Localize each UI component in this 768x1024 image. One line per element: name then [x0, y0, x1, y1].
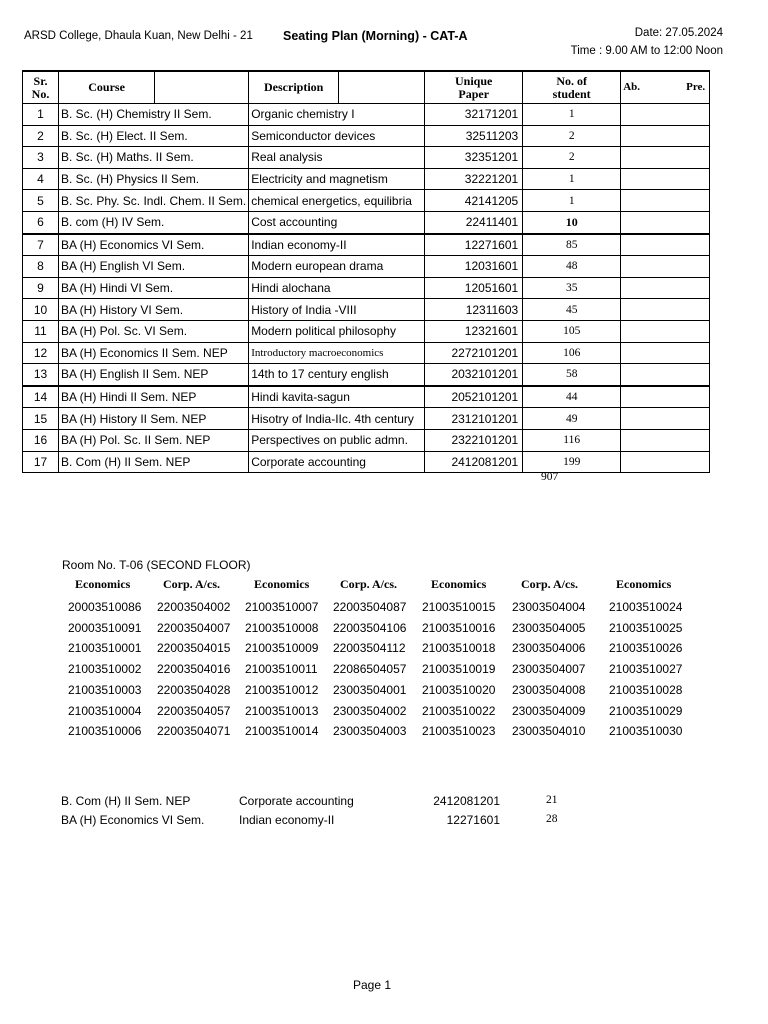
roll-number: 21003510013: [245, 703, 319, 718]
cell-ab-pre: [621, 234, 710, 256]
cell-students: 116: [523, 429, 621, 451]
cell-unique-paper: 32511203: [425, 125, 523, 147]
roll-number: 21003510011: [245, 662, 318, 677]
table-row: [23, 211, 710, 233]
cell-course: BA (H) History II Sem. NEP: [59, 408, 249, 430]
cell-description: Organic chemistry I: [249, 104, 425, 126]
cell-sr: 7: [23, 234, 59, 256]
cell-unique-paper: 2412081201: [425, 451, 523, 473]
summary-course: BA (H) Economics VI Sem.: [61, 813, 205, 827]
college-name: ARSD College, Dhaula Kuan, New Delhi - 21: [24, 30, 253, 42]
cell-description: Semiconductor devices: [249, 125, 425, 147]
exam-date: Date: 27.05.2024: [634, 27, 723, 39]
cell-description: Hindi kavita-sagun: [249, 386, 425, 408]
cell-students: 105: [523, 320, 621, 342]
cell-sr: 5: [23, 190, 59, 212]
cell-sr: 13: [23, 364, 59, 386]
summary-description: Indian economy-II: [239, 813, 335, 827]
roll-number: 21003510004: [68, 703, 142, 718]
cell-description: Perspectives on public admn.: [249, 429, 425, 451]
cell-sr: 17: [23, 451, 59, 473]
roll-number: 21003510018: [422, 641, 496, 656]
cell-course: BA (H) Pol. Sc. VI Sem.: [59, 320, 249, 342]
roll-number: 20003510091: [68, 620, 142, 635]
roll-column-header: Economics: [431, 577, 487, 591]
roll-number: 22003504087: [333, 600, 407, 614]
roll-number: 22086504057: [333, 662, 407, 677]
cell-unique-paper: 42141205: [425, 190, 523, 212]
cell-students: 1: [523, 104, 621, 126]
roll-number: 20003510086: [68, 600, 142, 614]
roll-number: 22003504028: [157, 682, 231, 697]
cell-ab-pre: [621, 364, 710, 386]
col-header-description: Description: [249, 71, 339, 104]
cell-ab-pre: [621, 256, 710, 278]
cell-students: 49: [523, 408, 621, 430]
cell-course: BA (H) Pol. Sc. II Sem. NEP: [59, 429, 249, 451]
cell-sr: 14: [23, 386, 59, 408]
cell-course: B. Sc. (H) Physics II Sem.: [59, 168, 249, 190]
table-row: [23, 256, 710, 278]
cell-description: Modern european drama: [249, 256, 425, 278]
cell-sr: 4: [23, 168, 59, 190]
roll-column-header: Corp. A/cs.: [340, 577, 397, 591]
roll-number: 23003504002: [333, 703, 407, 718]
roll-number: 21003510029: [609, 703, 683, 718]
cell-ab-pre: [621, 147, 710, 169]
cell-course: BA (H) English VI Sem.: [59, 256, 249, 278]
cell-students: 35: [523, 277, 621, 299]
cell-unique-paper: 2272101201: [425, 342, 523, 364]
table-row: [23, 429, 710, 451]
roll-number: 22003504057: [157, 703, 231, 718]
roll-column-header: Economics: [254, 577, 310, 591]
cell-students: 45: [523, 299, 621, 321]
roll-number: 23003504003: [333, 724, 407, 739]
roll-number: 23003504009: [512, 703, 586, 718]
page-title: Seating Plan (Morning) - CAT-A: [283, 29, 468, 43]
roll-number: 21003510008: [245, 620, 319, 635]
roll-column: [245, 597, 318, 742]
cell-ab-pre: [621, 190, 710, 212]
roll-number: 23003504010: [512, 724, 586, 739]
roll-number: 21003510024: [609, 600, 683, 614]
cell-sr: 10: [23, 299, 59, 321]
cell-sr: 1: [23, 104, 59, 126]
table-row: [23, 234, 710, 256]
table-row: [23, 451, 710, 473]
cell-students: 85: [523, 234, 621, 256]
cell-students: 1: [523, 168, 621, 190]
cell-description: Real analysis: [249, 147, 425, 169]
summary-description: Corporate accounting: [239, 794, 354, 808]
roll-number: 21003510022: [422, 703, 496, 718]
roll-number: 22003504106: [333, 620, 407, 635]
seating-plan-table: [22, 70, 710, 473]
cell-unique-paper: 32221201: [425, 168, 523, 190]
cell-ab-pre: [621, 168, 710, 190]
cell-sr: 2: [23, 125, 59, 147]
cell-sr: 8: [23, 256, 59, 278]
total-students: 907: [541, 471, 559, 483]
cell-course: B. Sc. (H) Elect. II Sem.: [59, 125, 249, 147]
cell-description: Electricity and magnetism: [249, 168, 425, 190]
cell-ab-pre: [621, 451, 710, 473]
cell-unique-paper: 2052101201: [425, 386, 523, 408]
roll-number: 22003504071: [157, 724, 231, 739]
roll-number: 22003504002: [157, 600, 231, 614]
cell-course: B. Sc. Phy. Sc. Indl. Chem. II Sem.: [59, 190, 249, 212]
roll-column: [333, 597, 406, 742]
cell-ab-pre: [621, 104, 710, 126]
cell-students: 199: [523, 451, 621, 473]
roll-column: [68, 597, 141, 742]
col-header-course-blank: [155, 71, 249, 104]
cell-ab-pre: [621, 429, 710, 451]
cell-unique-paper: 12311603: [425, 299, 523, 321]
page-number: Page 1: [353, 978, 392, 992]
cell-students: 44: [523, 386, 621, 408]
cell-course: BA (H) History VI Sem.: [59, 299, 249, 321]
cell-unique-paper: 12051601: [425, 277, 523, 299]
cell-students: 1: [523, 190, 621, 212]
cell-unique-paper: 12271601: [425, 234, 523, 256]
table-row: [23, 147, 710, 169]
cell-course: B. Sc. (H) Maths. II Sem.: [59, 147, 249, 169]
exam-time: Time : 9.00 AM to 12:00 Noon: [570, 45, 723, 57]
roll-number: 23003504005: [512, 620, 586, 635]
cell-ab-pre: [621, 211, 710, 233]
roll-number: 21003510019: [422, 662, 496, 677]
cell-unique-paper: 12321601: [425, 320, 523, 342]
roll-number: 22003504112: [333, 641, 406, 656]
roll-number: 22003504016: [157, 662, 231, 677]
table-row: [23, 125, 710, 147]
cell-unique-paper: 32351201: [425, 147, 523, 169]
roll-column-header: Economics: [75, 577, 131, 591]
roll-number: 21003510027: [609, 662, 683, 677]
summary-course: B. Com (H) II Sem. NEP: [61, 794, 191, 808]
cell-ab-pre: [621, 386, 710, 408]
cell-description: Introductory macroeconomics: [249, 342, 425, 364]
cell-course: B. Com (H) II Sem. NEP: [59, 451, 249, 473]
roll-number: 21003510025: [609, 620, 683, 635]
table-row: [23, 299, 710, 321]
cell-sr: 12: [23, 342, 59, 364]
roll-column-header: Corp. A/cs.: [521, 577, 578, 591]
roll-number: 22003504007: [157, 620, 231, 635]
table-row: [23, 277, 710, 299]
summary-count: 28: [546, 813, 558, 825]
cell-unique-paper: 22411401: [425, 211, 523, 233]
cell-students: 106: [523, 342, 621, 364]
cell-ab-pre: [621, 277, 710, 299]
table-row: [23, 364, 710, 386]
cell-students: 10: [523, 211, 621, 233]
cell-course: BA (H) Economics II Sem. NEP: [59, 342, 249, 364]
cell-description: Hindi alochana: [249, 277, 425, 299]
col-header-unique-paper: Unique Paper: [425, 71, 523, 104]
table-row: [23, 408, 710, 430]
roll-number: 23003504007: [512, 662, 586, 677]
roll-number: 21003510023: [422, 724, 496, 739]
cell-description: Hisotry of India-IIc. 4th century: [249, 408, 425, 430]
col-header-ab-pre: Ab. Pre.: [621, 71, 710, 104]
roll-column: [609, 597, 682, 742]
cell-students: 58: [523, 364, 621, 386]
cell-ab-pre: [621, 125, 710, 147]
roll-number: 21003510001: [68, 641, 142, 656]
cell-sr: 15: [23, 408, 59, 430]
cell-ab-pre: [621, 408, 710, 430]
table-row: [23, 190, 710, 212]
cell-unique-paper: 2322101201: [425, 429, 523, 451]
table-row: [23, 386, 710, 408]
cell-unique-paper: 12031601: [425, 256, 523, 278]
cell-ab-pre: [621, 320, 710, 342]
table-row: [23, 342, 710, 364]
cell-unique-paper: 32171201: [425, 104, 523, 126]
roll-number: 21003510026: [609, 641, 683, 656]
col-header-description-blank: [339, 71, 425, 104]
roll-number: 22003504015: [157, 641, 231, 656]
roll-number: 21003510002: [68, 662, 142, 677]
table-header-row: [23, 71, 710, 104]
summary-paper: 12271601: [446, 813, 500, 827]
cell-sr: 6: [23, 211, 59, 233]
col-header-course: Course: [59, 71, 155, 104]
cell-course: BA (H) English II Sem. NEP: [59, 364, 249, 386]
cell-course: BA (H) Economics VI Sem.: [59, 234, 249, 256]
cell-unique-paper: 2312101201: [425, 408, 523, 430]
roll-number: 21003510020: [422, 682, 496, 697]
roll-column: [512, 597, 585, 742]
roll-column: [422, 597, 495, 742]
cell-course: BA (H) Hindi II Sem. NEP: [59, 386, 249, 408]
cell-unique-paper: 2032101201: [425, 364, 523, 386]
roll-number: 23003504006: [512, 641, 586, 656]
col-header-students: No. of student: [523, 71, 621, 104]
roll-number: 21003510003: [68, 682, 142, 697]
cell-students: 2: [523, 147, 621, 169]
room-title: Room No. T-06 (SECOND FLOOR): [62, 558, 251, 572]
summary-count: 21: [546, 794, 558, 806]
roll-number: 23003504008: [512, 682, 586, 697]
table-row: [23, 320, 710, 342]
table-row: [23, 168, 710, 190]
cell-sr: 9: [23, 277, 59, 299]
cell-students: 48: [523, 256, 621, 278]
roll-number: 21003510009: [245, 641, 319, 656]
cell-students: 2: [523, 125, 621, 147]
roll-number: 21003510007: [245, 600, 319, 614]
roll-number: 23003504001: [333, 682, 407, 697]
roll-number: 21003510028: [609, 682, 683, 697]
summary-paper: 2412081201: [433, 794, 500, 808]
cell-description: Cost accounting: [249, 211, 425, 233]
roll-column-header: Corp. A/cs.: [163, 577, 220, 591]
cell-description: chemical energetics, equilibria: [249, 190, 425, 212]
cell-description: Indian economy-II: [249, 234, 425, 256]
cell-course: BA (H) Hindi VI Sem.: [59, 277, 249, 299]
cell-course: B. Sc. (H) Chemistry II Sem.: [59, 104, 249, 126]
roll-number: 21003510012: [245, 682, 319, 697]
cell-ab-pre: [621, 299, 710, 321]
roll-number: 23003504004: [512, 600, 586, 614]
roll-number: 21003510006: [68, 724, 142, 739]
cell-description: Modern political philosophy: [249, 320, 425, 342]
roll-number: 21003510015: [422, 600, 496, 614]
cell-course: B. com (H) IV Sem.: [59, 211, 249, 233]
roll-number: 21003510014: [245, 724, 319, 739]
cell-sr: 3: [23, 147, 59, 169]
roll-column-header: Economics: [616, 577, 672, 591]
cell-sr: 11: [23, 320, 59, 342]
col-header-sr: Sr. No.: [23, 71, 59, 104]
table-row: [23, 104, 710, 126]
roll-number: 21003510030: [609, 724, 683, 739]
roll-number: 21003510016: [422, 620, 496, 635]
cell-sr: 16: [23, 429, 59, 451]
roll-column: [157, 597, 230, 742]
cell-description: 14th to 17 century english: [249, 364, 425, 386]
cell-ab-pre: [621, 342, 710, 364]
cell-description: History of India -VIII: [249, 299, 425, 321]
cell-description: Corporate accounting: [249, 451, 425, 473]
